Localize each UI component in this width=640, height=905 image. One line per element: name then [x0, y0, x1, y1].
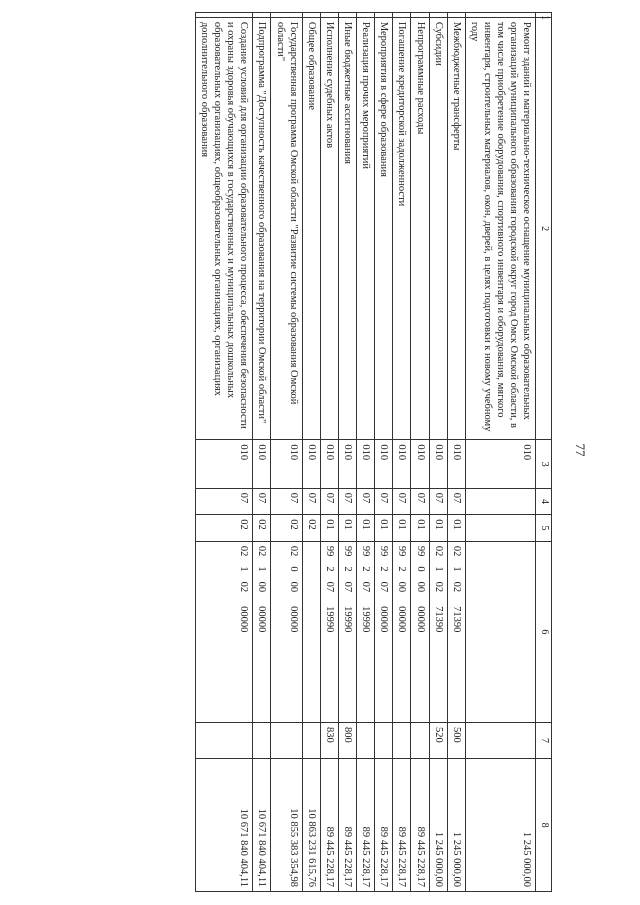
grbs-code-cell: 010 [271, 440, 302, 488]
column-header: 3 [536, 440, 552, 488]
grbs-code-cell: 010 [195, 440, 253, 488]
target-article-event: 07 [378, 581, 390, 593]
section-code-cell: 07 [375, 488, 393, 515]
budget-table [195, 12, 552, 892]
grbs-code-cell: 010 [411, 440, 429, 488]
target-article-subprogram: 2 [396, 566, 408, 572]
grbs-code-cell: 010 [393, 440, 411, 488]
section-code-cell: 07 [271, 488, 302, 515]
target-article-cell [357, 541, 375, 722]
row-name-cell: Непрограммные расходы [411, 17, 429, 440]
target-article-event: 02 [450, 581, 462, 593]
target-article-event: 07 [360, 581, 372, 593]
table-body [195, 13, 536, 892]
subsection-code-cell: 01 [339, 515, 357, 542]
expense-type-cell [357, 722, 375, 758]
column-header: 8 [536, 759, 552, 892]
target-article-event: 07 [324, 581, 335, 593]
table-row [447, 13, 465, 892]
table-row [320, 13, 338, 892]
row-name-cell: Межбюджетные трансферты [447, 17, 465, 440]
expense-type-cell: 500 [447, 722, 465, 758]
table-row [302, 13, 320, 892]
target-article-program: 99 [396, 545, 408, 557]
subsection-code-cell: 01 [447, 515, 465, 542]
expense-type-cell [375, 722, 393, 758]
target-article-cell [465, 541, 536, 722]
row-name-cell: Субсидии [429, 17, 447, 440]
column-header: 4 [536, 488, 552, 515]
subsection-code-cell: 02 [253, 515, 271, 542]
column-number-row [536, 13, 552, 892]
target-article-event: 02 [238, 581, 250, 593]
amount-cell: 1 245 000,00 [465, 759, 536, 892]
target-article-program: 02 [238, 545, 250, 557]
expense-type-cell [302, 722, 320, 758]
amount-cell: 1 245 000,00 [429, 759, 447, 892]
target-article-program: 99 [414, 545, 426, 557]
target-article-subprogram: 2 [324, 566, 335, 572]
target-article-parts [450, 546, 463, 718]
target-article-parts [414, 546, 427, 718]
section-code-cell: 07 [320, 488, 338, 515]
grbs-code-cell: 010 [339, 440, 357, 488]
target-article-cell [253, 541, 271, 722]
expense-type-cell [253, 722, 271, 758]
section-code-cell: 07 [429, 488, 447, 515]
target-article-cell [302, 541, 320, 722]
target-article-program: 02 [256, 545, 268, 557]
amount-cell: 10 863 231 615,76 [302, 759, 320, 892]
column-header: 7 [536, 722, 552, 758]
table-row [411, 13, 429, 892]
target-article-parts [432, 546, 445, 718]
target-article-program: 99 [324, 545, 335, 557]
subsection-code-cell: 01 [320, 515, 338, 542]
expense-type-cell [195, 722, 253, 758]
target-article-direction: 19990 [342, 606, 354, 633]
target-article-cell [393, 541, 411, 722]
target-article-cell [411, 541, 429, 722]
target-article-program: 02 [450, 545, 462, 557]
target-article-subprogram: 1 [432, 566, 444, 572]
target-article-event: 00 [414, 581, 426, 593]
section-code-cell: 07 [253, 488, 271, 515]
amount-cell: 89 445 228,17 [357, 759, 375, 892]
section-code-cell: 07 [411, 488, 429, 515]
target-article-program: 99 [342, 545, 354, 557]
amount-cell: 1 245 000,00 [447, 759, 465, 892]
target-article-cell [447, 541, 465, 722]
row-name-cell: Общее образование [302, 17, 320, 440]
target-article-cell [339, 541, 357, 722]
target-article-cell [429, 541, 447, 722]
table-row [271, 13, 302, 892]
expense-type-cell [411, 722, 429, 758]
target-article-subprogram: 2 [378, 566, 390, 572]
grbs-code-cell: 010 [447, 440, 465, 488]
subsection-code-cell: 01 [429, 515, 447, 542]
column-header: 5 [536, 515, 552, 542]
page-number: 77 [573, 443, 588, 457]
target-article-direction: 71390 [450, 606, 462, 633]
amount-cell: 89 445 228,17 [375, 759, 393, 892]
target-article-direction: 00000 [396, 606, 408, 633]
target-article-subprogram: 0 [414, 566, 426, 572]
row-name-cell: Исполнение судебных актов [320, 17, 338, 440]
target-article-direction: 00000 [238, 606, 250, 633]
amount-cell: 89 445 228,17 [320, 759, 338, 892]
target-article-cell [375, 541, 393, 722]
target-article-event: 07 [342, 581, 354, 593]
target-article-direction: 00000 [256, 606, 268, 633]
section-code-cell [465, 488, 536, 515]
row-name-cell: Создание условий для организации образовательного процесса, обеспечения безопасности и охраны здоровья обучающихся в государственных и муниципальных дошкольных образовательных организациях, общеобразовательных организациях, организациях дополнительного образования [195, 17, 253, 440]
table-row [357, 13, 375, 892]
subsection-code-cell: 01 [411, 515, 429, 542]
section-code-cell: 07 [393, 488, 411, 515]
subsection-code-cell: 02 [302, 515, 320, 542]
target-article-subprogram: 2 [342, 566, 354, 572]
target-article-cell [271, 541, 302, 722]
target-article-parts [341, 546, 354, 718]
amount-cell: 10 671 840 404,11 [195, 759, 253, 892]
grbs-code-cell: 010 [320, 440, 338, 488]
row-name-cell: Иные бюджетные ассигнования [339, 17, 357, 440]
grbs-code-cell: 010 [357, 440, 375, 488]
target-article-parts [323, 546, 336, 718]
expense-type-cell: 830 [320, 722, 338, 758]
row-name-cell: Подпрограмма "Доступность качественного образования на территории Омской области" [253, 17, 271, 440]
target-article-event: 00 [256, 581, 268, 593]
grbs-code-cell: 010 [429, 440, 447, 488]
target-article-subprogram: 1 [256, 566, 268, 572]
expense-type-cell: 800 [339, 722, 357, 758]
column-header: 1 [536, 13, 552, 18]
row-name-cell: Реализация прочих мероприятий [357, 17, 375, 440]
subsection-code-cell: 02 [195, 515, 253, 542]
table-row [375, 13, 393, 892]
amount-cell: 89 445 228,17 [339, 759, 357, 892]
section-code-cell: 07 [447, 488, 465, 515]
target-article-direction: 00000 [287, 606, 299, 633]
expense-type-cell: 520 [429, 722, 447, 758]
target-article-direction: 00000 [378, 606, 390, 633]
target-article-subprogram: 1 [238, 566, 250, 572]
target-article-parts [287, 546, 300, 718]
row-name-cell: Погашение кредиторской задолженности [393, 17, 411, 440]
section-code-cell: 07 [357, 488, 375, 515]
target-article-program: 02 [432, 545, 444, 557]
target-article-event: 00 [287, 581, 299, 593]
grbs-code-cell: 010 [465, 440, 536, 488]
section-code-cell: 07 [195, 488, 253, 515]
amount-cell: 89 445 228,17 [393, 759, 411, 892]
table-row [393, 13, 411, 892]
subsection-code-cell: 02 [271, 515, 302, 542]
subsection-code-cell: 01 [393, 515, 411, 542]
amount-cell: 10 671 840 404,11 [253, 759, 271, 892]
expense-type-cell [393, 722, 411, 758]
target-article-parts [359, 546, 372, 718]
grbs-code-cell: 010 [302, 440, 320, 488]
table-row [339, 13, 357, 892]
target-article-parts [377, 546, 390, 718]
target-article-program: 99 [378, 545, 390, 557]
amount-cell: 89 445 228,17 [411, 759, 429, 892]
target-article-event: 02 [432, 581, 444, 593]
target-article-direction: 00000 [414, 606, 426, 633]
target-article-cell [195, 541, 253, 722]
target-article-parts [395, 546, 408, 718]
row-name-cell: Государственная программа Омской области "Развитие системы образования Омской области" [271, 17, 302, 440]
target-article-cell [320, 541, 338, 722]
column-header: 2 [536, 17, 552, 440]
grbs-code-cell: 010 [375, 440, 393, 488]
target-article-program: 02 [287, 545, 299, 557]
row-name-cell: Ремонт зданий и материально-техническое оснащение муниципальных образовательных организаций муниципального образования городской округ город Омск Омской области, в том числе приобретение оборудования, спортивного инвентаря и оборудования, мягкого инвентаря, строительных материалов, окон, дверей, в целях подготовки к новому учебному году [465, 17, 536, 440]
grbs-code-cell: 010 [253, 440, 271, 488]
section-code-cell: 07 [302, 488, 320, 515]
column-header: 6 [536, 541, 552, 722]
section-code-cell: 07 [339, 488, 357, 515]
table-row [195, 13, 253, 892]
target-article-program: 99 [360, 545, 372, 557]
subsection-code-cell: 01 [375, 515, 393, 542]
subsection-code-cell [465, 515, 536, 542]
table-row [429, 13, 447, 892]
target-article-subprogram: 0 [287, 566, 299, 572]
target-article-subprogram: 1 [450, 566, 462, 572]
row-name-cell: Мероприятия в сфере образования [375, 17, 393, 440]
target-article-direction: 71390 [432, 606, 444, 633]
expense-type-cell [271, 722, 302, 758]
amount-cell: 10 855 383 354,98 [271, 759, 302, 892]
target-article-direction: 19990 [360, 606, 372, 633]
target-article-subprogram: 2 [360, 566, 372, 572]
target-article-direction: 19990 [324, 606, 335, 633]
subsection-code-cell: 01 [357, 515, 375, 542]
target-article-parts [255, 546, 268, 718]
target-article-parts [237, 546, 250, 718]
table-row [465, 13, 536, 892]
table-row [253, 13, 271, 892]
target-article-event: 00 [396, 581, 408, 593]
expense-type-cell [465, 722, 536, 758]
